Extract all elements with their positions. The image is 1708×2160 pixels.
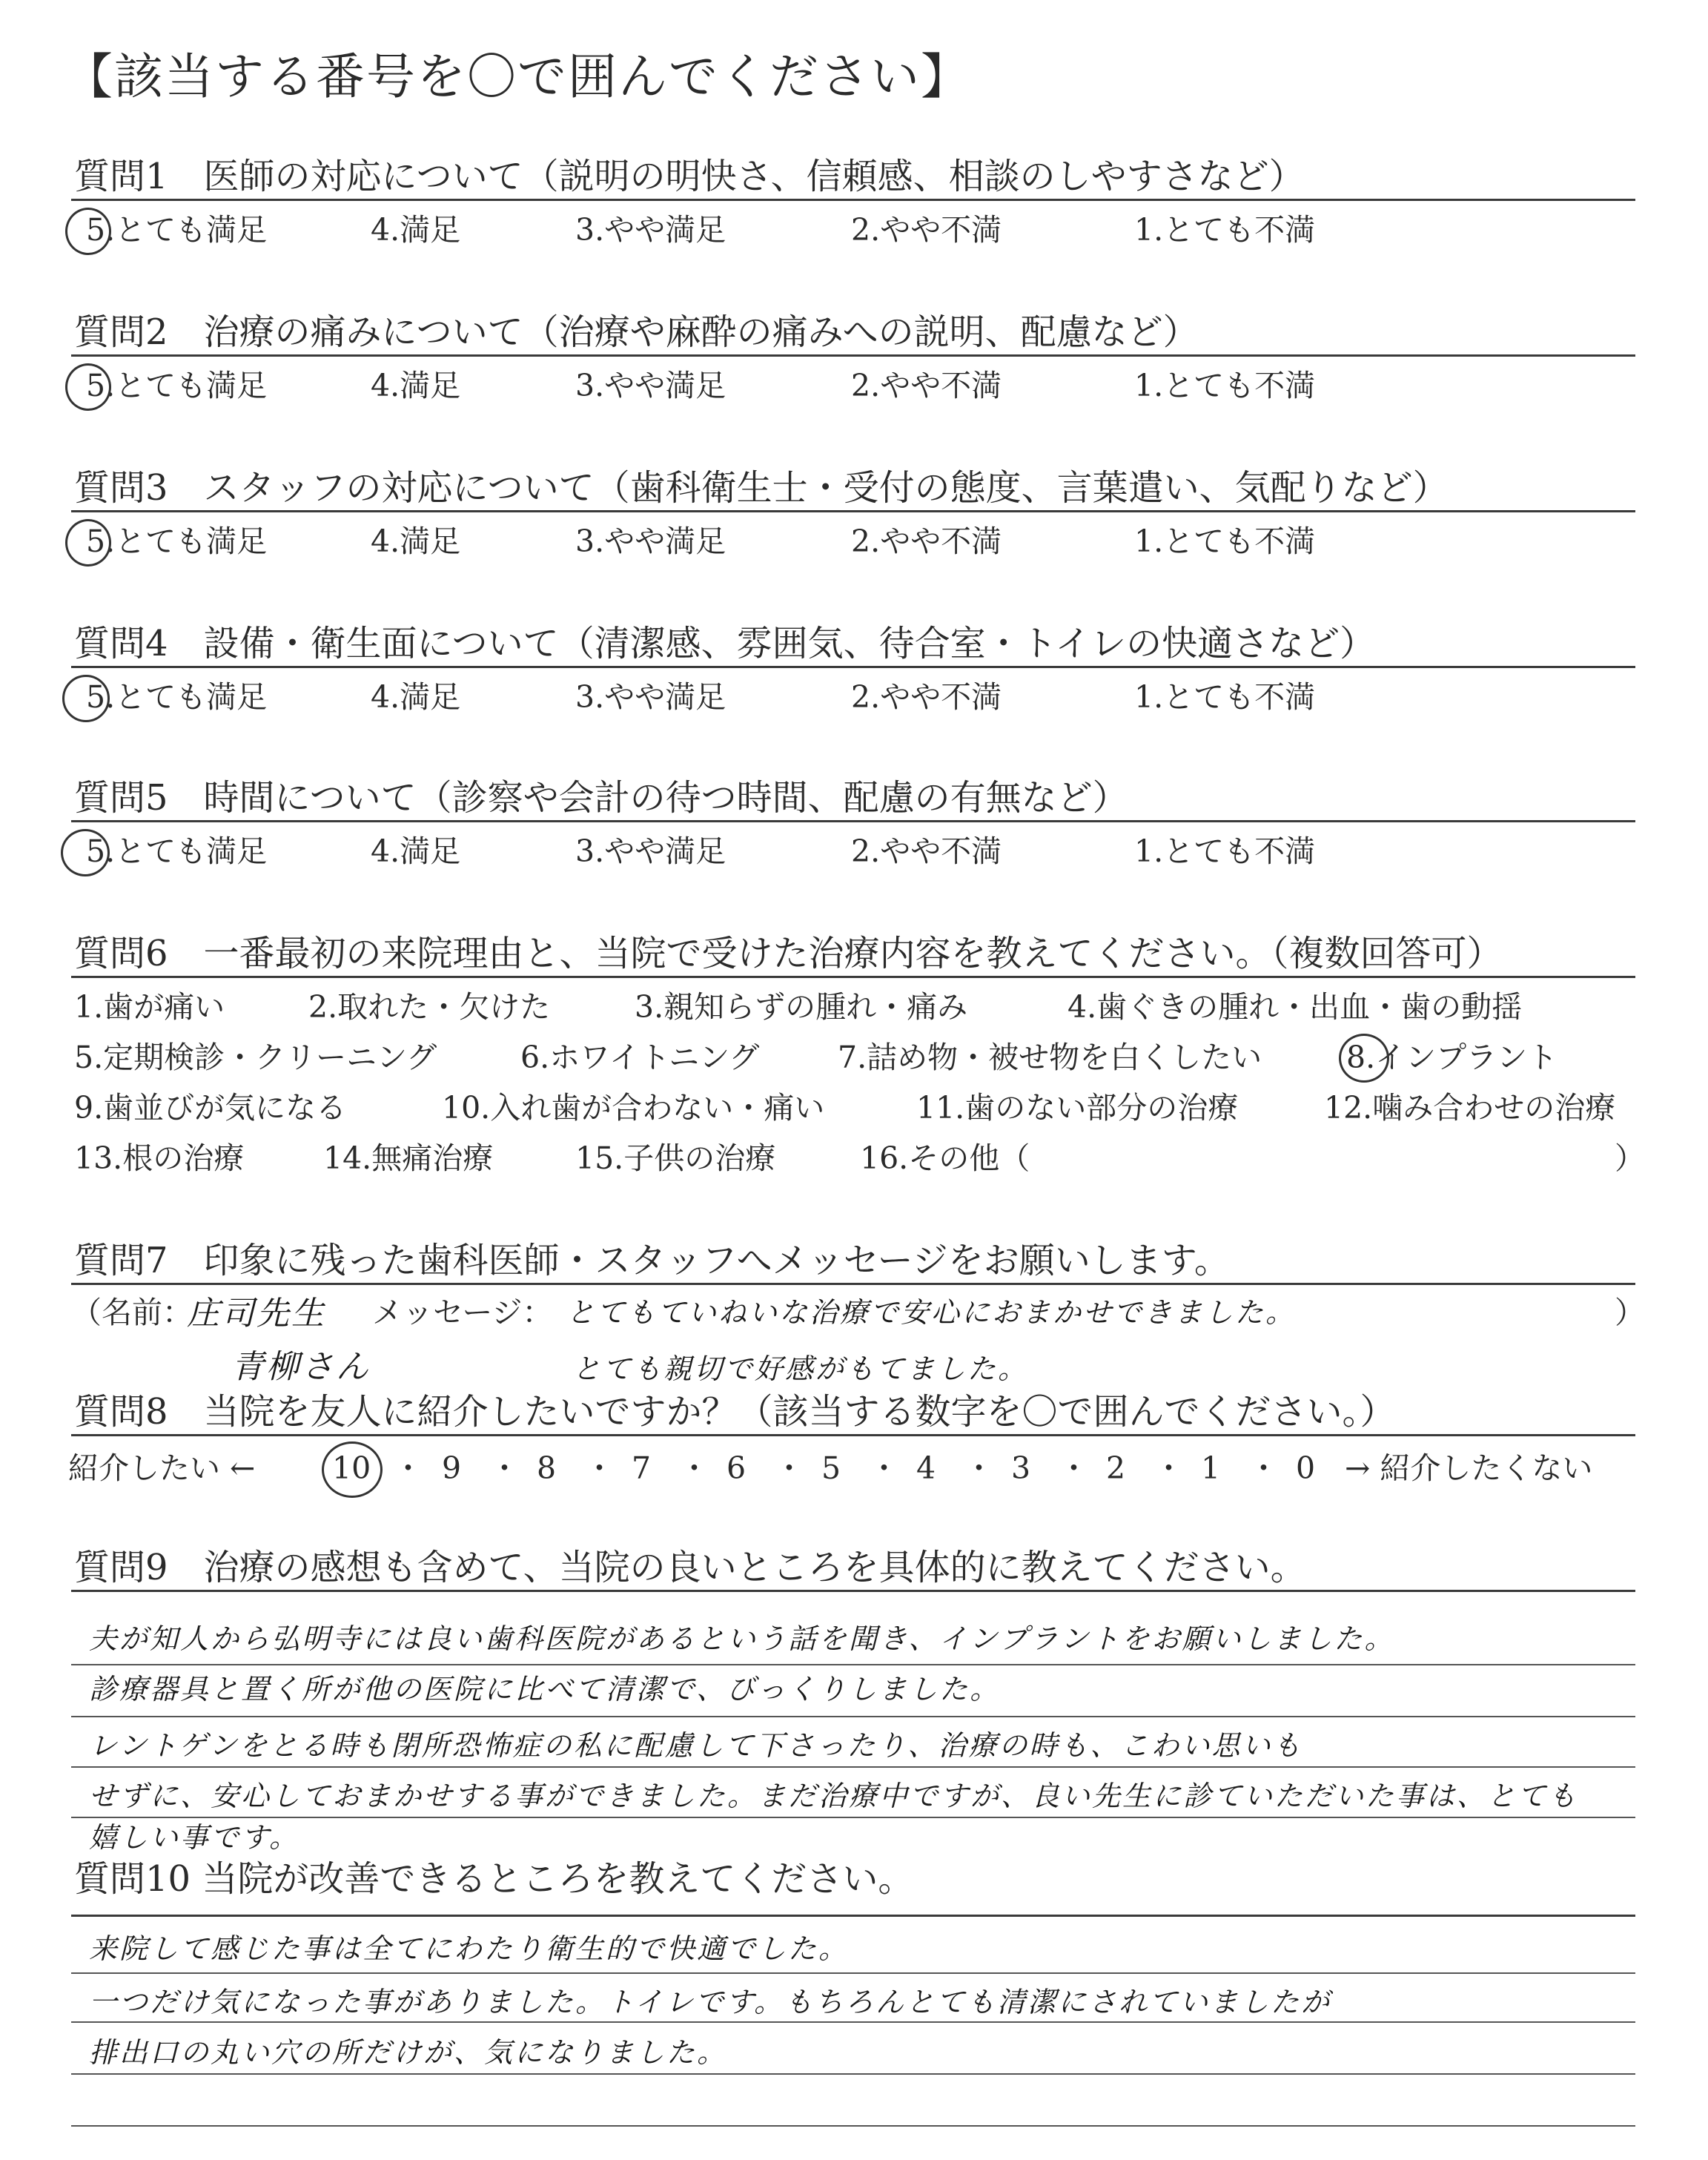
close-paren: ）: [1615, 1140, 1645, 1176]
divider: [71, 820, 1635, 822]
writing-line: [71, 2021, 1635, 2023]
q6-option-9[interactable]: 9.歯並びが気になる: [74, 1090, 347, 1126]
scale-right-label: → 紹介したくない: [1345, 1450, 1593, 1486]
q4-option-2[interactable]: 2.やや不満: [851, 679, 1002, 715]
q4-option-5[interactable]: 5.とても満足: [86, 679, 268, 715]
answer-line: 一つだけ気になった事がありました。トイレです。もちろんとても清潔にされていましたが: [89, 1986, 1332, 2018]
q6-option-2[interactable]: 2.取れた・欠けた: [308, 989, 551, 1025]
message-label: メッセージ：: [372, 1295, 553, 1330]
q6-option-12[interactable]: 12.噛み合わせの治療: [1324, 1090, 1616, 1126]
q6-option-3[interactable]: 3.親知らずの腫れ・痛み: [635, 989, 968, 1025]
divider: [71, 199, 1635, 201]
q3-option-4[interactable]: 4.満足: [371, 524, 461, 559]
answer-line: せずに、安心しておまかせする事ができました。まだ治療中ですが、良い先生に診ていただいた事は、とても: [89, 1780, 1579, 1812]
selection-circle: [65, 208, 111, 255]
q6-option-10[interactable]: 10.入れ歯が合わない・痛い: [442, 1090, 825, 1126]
q6-option-15[interactable]: 15.子供の治療: [575, 1140, 776, 1176]
q6-option-5[interactable]: 5.定期検診・クリーニング: [74, 1040, 437, 1075]
scale-dot: ・: [393, 1450, 423, 1486]
writing-line: [71, 1972, 1635, 1974]
q3-option-3[interactable]: 3.やや満足: [575, 524, 726, 559]
divider: [71, 976, 1635, 978]
q6-option-4[interactable]: 4.歯ぐきの腫れ・出血・歯の動揺: [1068, 989, 1523, 1025]
handwritten-message-1: とてもていねいな治療で安心におまかせできました。: [566, 1296, 1297, 1329]
q2-option-5[interactable]: 5.とても満足: [86, 368, 268, 403]
handwritten-name-1: 庄司先生: [187, 1295, 326, 1332]
scale-dot: ・: [869, 1450, 899, 1486]
q5-option-4[interactable]: 4.満足: [371, 833, 461, 869]
selection-circle: [62, 675, 110, 722]
scale-dot: ・: [489, 1450, 520, 1486]
selection-circle: [65, 363, 111, 411]
writing-line: [71, 2073, 1635, 2075]
scale-left-label: 紹介したい ←: [68, 1450, 256, 1486]
answer-line: 夫が知人から弘明寺には良い歯科医院があるという話を聞き、インプラントをお願いしました。: [89, 1622, 1395, 1655]
question-2-label: 質問2 治療の痛みについて（治療や麻酔の痛みへの説明、配慮など）: [74, 311, 1199, 353]
scale-0[interactable]: 0: [1296, 1450, 1316, 1486]
q6-option-13[interactable]: 13.根の治療: [74, 1140, 245, 1176]
writing-line: [71, 1664, 1635, 1665]
q3-option-5[interactable]: 5.とても満足: [86, 524, 268, 559]
q6-option-6[interactable]: 6.ホワイトニング: [520, 1040, 760, 1075]
q4-option-1[interactable]: 1.とても不満: [1134, 679, 1316, 715]
question-1-label: 質問1 医師の対応について（説明の明快さ、信頼感、相談のしやすさなど）: [74, 156, 1305, 197]
divider: [71, 666, 1635, 668]
answer-line: 排出口の丸い穴の所だけが、気になりました。: [89, 2036, 728, 2069]
handwritten-message-2: とても親切で好感がもてました。: [572, 1353, 1029, 1385]
q1-option-2[interactable]: 2.やや不満: [851, 212, 1002, 248]
q1-option-1[interactable]: 1.とても不満: [1134, 212, 1316, 248]
answer-line: 嬉しい事です。: [89, 1821, 299, 1854]
q6-option-16[interactable]: 16.その他（: [860, 1140, 1030, 1176]
scale-2[interactable]: 2: [1106, 1450, 1126, 1486]
scale-dot: ・: [774, 1450, 804, 1486]
question-7-label: 質問7 印象に残った歯科医師・スタッフへメッセージをお願いします。: [74, 1240, 1230, 1281]
scale-dot: ・: [1248, 1450, 1279, 1486]
question-3-label: 質問3 スタッフの対応について（歯科衛生士・受付の態度、言葉遣い、気配りなど）: [74, 467, 1449, 509]
scale-dot: ・: [964, 1450, 994, 1486]
scale-7[interactable]: 7: [632, 1450, 652, 1486]
q1-option-4[interactable]: 4.満足: [371, 212, 461, 248]
divider: [71, 1283, 1635, 1285]
question-10-label: 質問10 当院が改善できるところを教えてください。: [74, 1858, 914, 1900]
question-6-label: 質問6 一番最初の来院理由と、当院で受けた治療内容を教えてください。（複数回答可）: [74, 933, 1503, 974]
question-5-label: 質問5 時間について（診察や会計の待つ時間、配慮の有無など）: [74, 777, 1128, 819]
scale-dot: ・: [584, 1450, 615, 1486]
handwritten-name-2: 青柳さん: [231, 1348, 371, 1386]
writing-line: [71, 1716, 1635, 1717]
q6-option-11[interactable]: 11.歯のない部分の治療: [916, 1090, 1239, 1126]
divider: [71, 1434, 1635, 1436]
q5-option-1[interactable]: 1.とても不満: [1134, 833, 1316, 869]
writing-line: [71, 2125, 1635, 2127]
q5-option-3[interactable]: 3.やや満足: [575, 833, 726, 869]
q6-option-14[interactable]: 14.無痛治療: [323, 1140, 494, 1176]
page-title: 【該当する番号を〇で囲んでください】: [64, 48, 971, 105]
q1-option-3[interactable]: 3.やや満足: [575, 212, 726, 248]
scale-9[interactable]: 9: [442, 1450, 462, 1486]
q1-option-5[interactable]: 5.とても満足: [86, 212, 268, 248]
q2-option-4[interactable]: 4.満足: [371, 368, 461, 403]
scale-dot: ・: [1059, 1450, 1089, 1486]
divider: [71, 354, 1635, 357]
q4-option-4[interactable]: 4.満足: [371, 679, 461, 715]
divider: [71, 1590, 1635, 1592]
scale-4[interactable]: 4: [916, 1450, 936, 1486]
q2-option-2[interactable]: 2.やや不満: [851, 368, 1002, 403]
q3-option-2[interactable]: 2.やや不満: [851, 524, 1002, 559]
q4-option-3[interactable]: 3.やや満足: [575, 679, 726, 715]
answer-line: 診療器具と置く所が他の医院に比べて清潔で、びっくりしました。: [89, 1673, 1001, 1705]
scale-5[interactable]: 5: [821, 1450, 841, 1486]
q2-option-3[interactable]: 3.やや満足: [575, 368, 726, 403]
selection-circle: [1339, 1034, 1389, 1083]
selection-circle: [322, 1441, 383, 1498]
question-4-label: 質問4 設備・衛生面について（清潔感、雰囲気、待合室・トイレの快適さなど）: [74, 623, 1376, 664]
scale-8[interactable]: 8: [537, 1450, 557, 1486]
divider: [71, 1915, 1635, 1917]
answer-line: 来院して感じた事は全てにわたり衛生的で快適でした。: [89, 1932, 850, 1965]
q5-option-5[interactable]: 5.とても満足: [86, 833, 268, 869]
scale-6[interactable]: 6: [726, 1450, 747, 1486]
writing-line: [71, 1817, 1635, 1818]
scale-10[interactable]: 10: [332, 1450, 371, 1486]
scale-dot: ・: [679, 1450, 709, 1486]
scale-1[interactable]: 1: [1201, 1450, 1221, 1486]
q2-option-1[interactable]: 1.とても不満: [1134, 368, 1316, 403]
selection-circle: [61, 829, 110, 876]
question-8-label: 質問8 当院を友人に紹介したいですか？（該当する数字を〇で囲んでください。）: [74, 1391, 1396, 1433]
question-9-label: 質問9 治療の感想も含めて、当院の良いところを具体的に教えてください。: [74, 1547, 1306, 1588]
scale-3[interactable]: 3: [1011, 1450, 1031, 1486]
q3-option-1[interactable]: 1.とても不満: [1134, 524, 1316, 559]
close-paren: ）: [1615, 1295, 1645, 1330]
q6-option-8[interactable]: 8.インプラント: [1346, 1040, 1558, 1075]
q5-option-2[interactable]: 2.やや不満: [851, 833, 1002, 869]
name-label: （名前：: [71, 1295, 193, 1330]
selection-circle: [65, 519, 111, 567]
answer-line: レントゲンをとる時も閉所恐怖症の私に配慮して下さったり、治療の時も、こわい思いも: [89, 1729, 1303, 1762]
writing-line: [71, 1766, 1635, 1768]
q6-option-7[interactable]: 7.詰め物・被せ物を白くしたい: [838, 1040, 1262, 1075]
scale-dot: ・: [1153, 1450, 1184, 1486]
q6-option-1[interactable]: 1.歯が痛い: [74, 989, 225, 1025]
divider: [71, 510, 1635, 512]
